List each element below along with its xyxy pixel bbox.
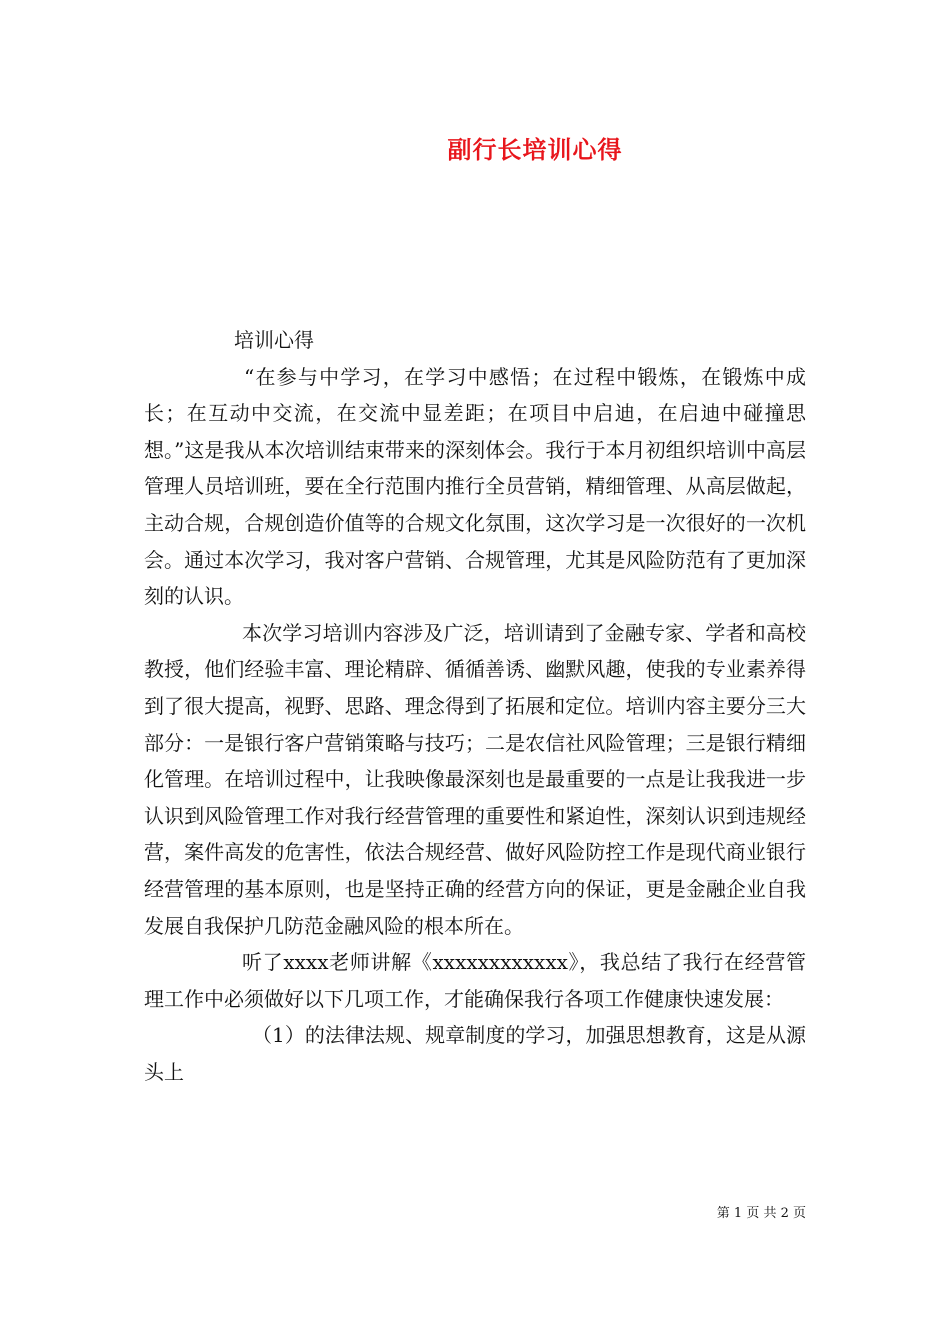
paragraph-quote: “在参与中学习，在学习中感悟；在过程中锻炼，在锻炼中成长；在互动中交流，在交流中显差距；在项目中启迪，在启迪中碰撞思想。”这是我从本次培训结束带来的深刻体会。我行于本月初组织培训中高层管理人员培训班，要在全行范围内推行全员营销，精细管理、从高层做起，主动合规，合规创造价值等的合规文化氛围，这次学习是一次很好的一次机会。通过本次学习，我对客户营销、合规管理，尤其是风险防范有了更加深刻的认识。 — [144, 364, 806, 609]
page-number: 第 1 页 共 2 页 — [716, 1206, 806, 1221]
document-title: 副行长培训心得 — [447, 135, 623, 164]
paragraph-training-content: 本次学习培训内容涉及广泛，培训请到了金融专家、学者和高校教授，他们经验丰富、理论精辟、循循善诱、幽默风趣，使我的专业素养得到了很大提高，视野、思路、理念得到了拓展和定位。培训内容主要分三大部分：一是银行客户营销策略与技巧；二是农信社风险管理；三是银行精细化管理。在培训过程中，让我映像最深刻也是最重要的一点是让我我进一步认识到风险管理工作对我行经营管理的重要性和紧迫性，深刻认识到违规经营，案件高发的危害性，依法合规经营、做好风险防控工作是现代商业银行经营管理的基本原则，也是坚持正确的经营方向的保证，更是金融企业自我发展自我保护几防范金融风险的根本所在。 — [144, 620, 806, 938]
paragraph-lecture-summary: 听了xxxx老师讲解《xxxxxxxxxxxx》，我总结了我行在经营管理工作中必须做好以下几项工作，才能确保我行各项工作健康快速发展： — [144, 950, 806, 1011]
document-body — [144, 322, 806, 1090]
paragraph-item-1: （1）的法律法规、规章制度的学习，加强思想教育，这是从源头上 — [144, 1023, 806, 1084]
paragraph-heading: 培训心得 — [234, 328, 314, 352]
